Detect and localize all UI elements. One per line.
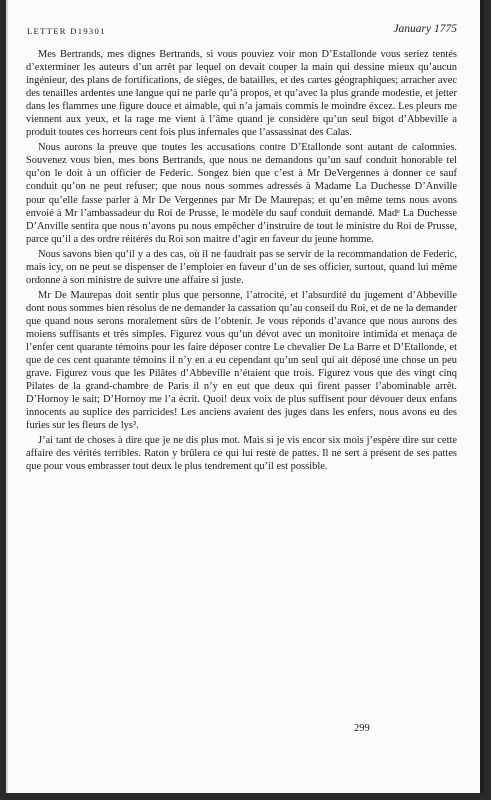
paragraph-3: Nous savons bien qu’il y a des cas, où il ne faudrait pas se servir de la recommandation de Federic, mais icy, on ne peut se dispenser de l’emploier en faveur d’un de ses officier, surtout, quand lui même ordonne à son ministre de suivre une affaire si juste.: [26, 248, 457, 286]
page-number: 299: [354, 723, 370, 734]
book-page: [6, 0, 484, 793]
letter-body: [26, 48, 457, 476]
paragraph-2: Nous aurons la preuve que toutes les accusations contre D’Etallonde sont autant de calomnies. Souvenez vous bien, mes bons Bertrands, que nous ne demandons qu’un sauf conduit honorable tel qu’on le doit à un officier de Federic. Songez bien que c’est à Mr DeVergennes à donner ce sauf conduit qu’on ne peut refuser; que nous nous sommes adressés à Madame La Duchesse D’Anville pour qu’elle fasse parler à Mr De Vergennes par Mr De Maurepas; et qu’en même tems nous avons envoié à Mr l’ambassadeur du Roi de Prusse, le modèle du sauf conduit demandé. Madᵉ La Duchesse D’Anville sentira que nous n’avons pu nous empêcher d’instruire de tout le ministre du Roi de Prusse, parce qu’il a des ordre réitérés du Roi son maitre d’agir en faveur du jeune homme.: [26, 142, 457, 245]
paragraph-5: J’ai tant de choses à dire que je ne dis plus mot. Mais si je vis encor six mois j’espère dire sur cette affaire des vérités terribles. Raton y brûlera ce qui lui reste de pattes. Il ne sert à présent de ses pattes que pour vous embrasser tout deux le plus tendrement qu’il est possible.: [26, 435, 457, 473]
letter-id: LETTER D19301: [27, 26, 106, 36]
page-edge-shadow: [480, 0, 484, 793]
paragraph-1: Mes Bertrands, mes dignes Bertrands, si vous pouviez voir mon D’Estallonde vous seriez tentés d’exterminer les auteurs d’un arrêt par lequel on devait couper la main qui dessine mieux qu’aucun ingénieur, des plans de fortifications, de sièges, de batailles, et des cartes géographiques; arracher avec des tenailles ardentes une langue qui ne parle qu’à propos, et qu’avec la plus grande modestie, et jetter dans les flammes une figure douce et aimable, qui n’a jamais commis le moindre éxcez. Les pleurs me viennent aux yeux, et la rage me vient à l’âme quand je considère qu’un seul bigot d’Abbeville a produit toutes ces horreurs cent fois plus infernales que l’assassinat des Calas.: [26, 49, 457, 139]
paragraph-4: Mr De Maurepas doit sentir plus que personne, l’atrocité, et l’absurdité du jugement d’Abbeville dont nous sommes bien résolus de ne demander la cassation qu’au conseil du Roi, et de ne la demander que quand nous serons moralement sûrs de l’obtenir. Je vous réponds d’avance que nous aurons des moiens suffisants et très simples. Figurez vous qu’un dévot avec un monitoire intimida et menaça de l’enfer cent quarante témoins pour les faire déposer contre Le chevalier De La Barre et D’Etallonde, et que de ces cent quarante témoins il n’y en a eu cependant qu’un seul qui ait déposé une chose un peu grave. Figurez vous que les Pilâtes d’Abbeville n’étaient que trois. Figurez vous que des vingt cinq Pilates de la grand-chambre de Paris il n’y en eut que deux qui firent passer l’abominable arrêt. D’Hornoy le sait; D’Hornoy me l’a écrit. Quoi! deux voix de plus suffisent pour dévouer deux enfans innocents au suplice des parricides! Les anciens avaient des juges dans les enfers, nous avons eu des furies sur les fleurs de lys³.: [26, 289, 458, 432]
running-header: [27, 23, 457, 40]
letter-date: January 1775: [393, 23, 457, 35]
